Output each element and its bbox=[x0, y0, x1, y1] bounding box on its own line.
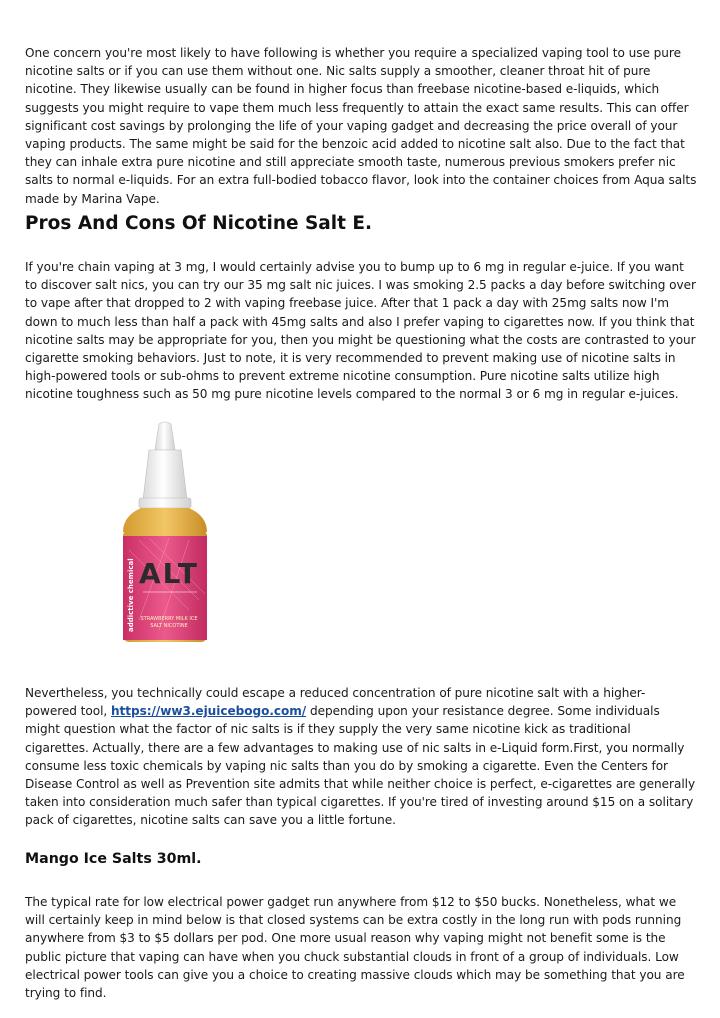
paragraph-nevertheless bbox=[25, 684, 697, 830]
product-side-text: addictive chemical bbox=[127, 558, 135, 632]
ejuicebogo-link[interactable]: https://ww3.ejuicebogo.com/ bbox=[110, 704, 307, 719]
paragraph-pricing: The typical rate for low electrical power gadget run anywhere from $12 to $50 bucks. Nonetheless, what we will certainly keep in mind below is that closed systems can be extra costly in the long run with pods running anywhere from $3 to $5 dollars per pod. One more usual reason why vaping might not benefit some is the public picture that vaping can have when you chuck substantial clouds in front of a group of individuals. Low electrical power tools can give you a choice to creating massive clouds which may be something that you are trying to find. bbox=[25, 895, 685, 1001]
product-brand: ALT bbox=[139, 557, 199, 590]
paragraph-intro: One concern you're most likely to have following is whether you require a specialized vaping tool to use pure nicotine salts or if you can use them without one. Nic salts supply a smoother, cleaner throat hit of pure nicotine. They likewise usually can be found in higher focus than freebase nicotine-based e-liquids, which suggests you might require to vape them much less frequently to attain the exact same results. This can offer significant cost savings by prolonging the life of your vaping gadget and decreasing the price overall of your vaping products. The same might be said for the benzoic acid added to nicotine salt also. Due to the fact that they can inhale extra pure nicotine and still appreciate smooth taste, numerous previous smokers prefer nic salts to normal e-liquids. For an extra full-bodied tobacco flavor, look into the container choices from Aqua salts made by Marina Vape. bbox=[25, 46, 697, 206]
section-heading-mango-ice: Mango Ice Salts 30ml. bbox=[25, 851, 202, 867]
product-bottle-image bbox=[109, 420, 221, 648]
product-type: SALT NICOTINE bbox=[150, 623, 188, 629]
product-flavor: STRAWBERRY MILK ICE bbox=[140, 616, 198, 622]
paragraph-text-after-link: depending upon your resistance degree. Some individuals might question what the factor of nic salts is if they supply the very same nicotine kick as traditional cigarettes. Actually, there are a few advantages to making use of nic salts in e-Liquid form.First, you normally consume less toxic chemicals by vaping nic salts than you do by smoking a cigarette. Even the Centers for Disease Control as well as Prevention site admits that while neither choice is perfect, e-cigarettes are generally taken into consideration much safer than typical cigarettes. If you're tired of investing around $15 on a solitary pack of cigarettes, nicotine salts can save you a little fortune. bbox=[25, 704, 696, 828]
paragraph-text-before-link: Nevertheless, you technically could escape a reduced concentration of pure nicotine salt with a higher-powered tool, bbox=[25, 686, 646, 719]
section-heading-pros-cons: Pros And Cons Of Nicotine Salt E. bbox=[25, 213, 373, 234]
paragraph-pros-cons: If you're chain vaping at 3 mg, I would certainly advise you to bump up to 6 mg in regular e-juice. If you want to discover salt nics, you can try our 35 mg salt nic juices. I was smoking 2.5 packs a day before switching over to vape after that dropped to 2 with vaping freebase juice. After that 1 pack a day with 25mg salts now I'm down to much less than half a pack with 45mg salts and also I prefer vaping to cigarettes now. If you think that nicotine salts may be appropriate for you, then you might be questioning what the costs are contrasted to your cigarette smoking behaviors. Just to note, it is very recommended to prevent making use of nicotine salts in high-powered tools or sub-ohms to prevent extreme nicotine consumption. Pure nicotine salts utilize high nicotine toughness such as 50 mg pure nicotine levels compared to the normal 3 or 6 mg in regular e-juices. bbox=[25, 260, 696, 402]
